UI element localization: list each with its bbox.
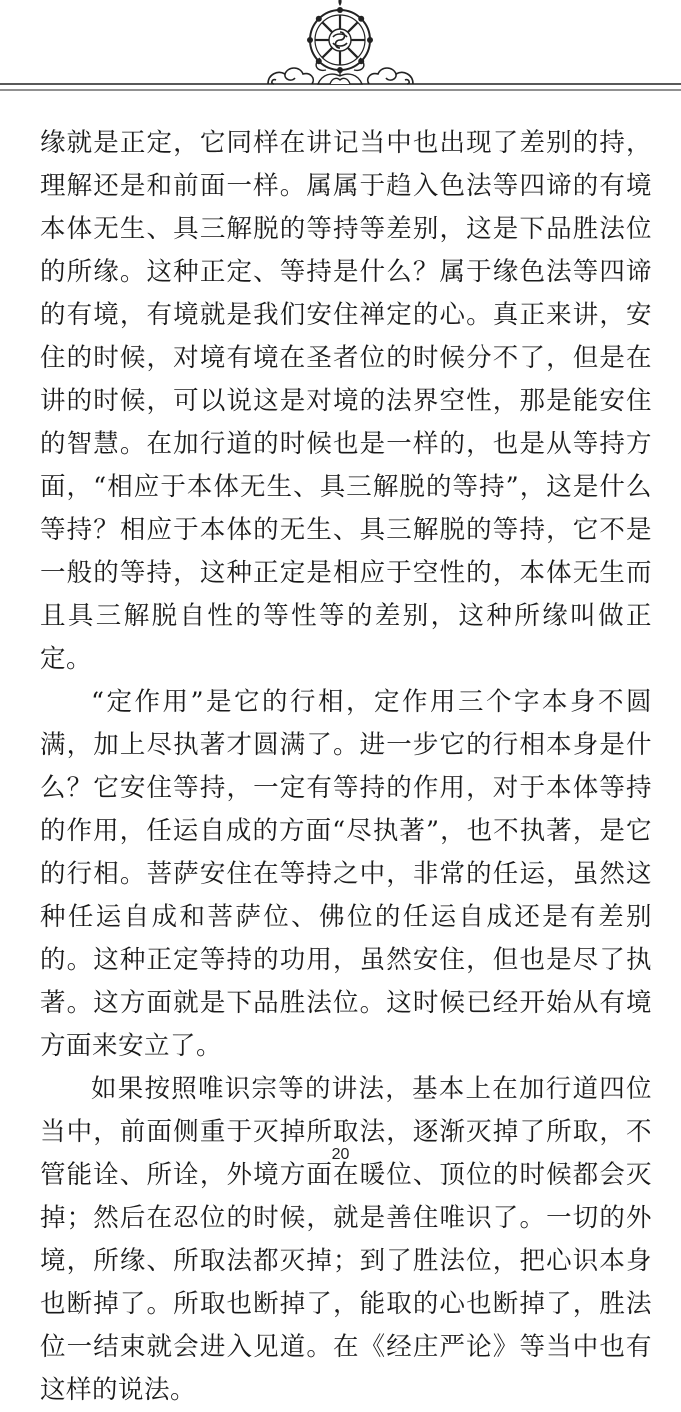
paragraph: 缘就是正定，它同样在讲记当中也出现了差别的持，理解还是和前面一样。属属于趋入色法等四谛的有境本体无生、具三解脱的等持等差别，这是下品胜法位的所缘。这种正定、等持是什么？属于缘色法等四谛的有境，有境就是我们安住禅定的心。真正来讲，安住的时候，对境有境在圣者位的时候分不了，但是在讲的时候，可以说这是对境的法界空性，那是能安住的智慧。在加行道的时候也是一样的，也是从等持方面，“相应于本体无生、具三解脱的等持”，这是什么等持？相应于本体的无生、具三解脱的等持，它不是一般的等持，这种正定是相应于空性的，本体无生而且具三解脱自性的等性等的差别，这种所缘叫做正定。 [40,128,652,674]
paragraph: 如果按照唯识宗等的讲法，基本上在加行道四位当中，前面侧重于灭掉所取法，逐渐灭掉了所取，不管能诠、所诠，外境方面在暖位、顶位的时候都会灭掉；然后在忍位的时候，就是善住唯识了。一切的外境，所缘、所取法都灭掉；到了胜法位，把心识本身也断掉了。所取也断掉了，能取的心也断掉了，胜法位一结束就会进入见道。在《经庄严论》等当中也有这样的说法。 [40,1074,652,1405]
page-number: 20 [331,1146,350,1163]
page-header [0,0,681,100]
main-text [40,122,652,1412]
paragraph: “定作用”是它的行相，定作用三个字本身不圆满，加上尽执著才圆满了。进一步它的行相本身是什么？它安住等持，一定有等持的作用，对于本体等持的作用，任运自成的方面“尽执著”，也不执著，是它的行相。菩萨安住在等持之中，非常的任运，虽然这种任运自成和菩萨位、佛位的任运自成还是有差别的。这种正定等持的功用，虽然安住，但也是尽了执著。这方面就是下品胜法位。这时候已经开始从有境方面来安立了。 [40,687,652,1061]
cloud-scroll-right-icon [368,68,413,84]
header-ornament [0,0,681,100]
cloud-scroll-left-icon [268,68,313,84]
